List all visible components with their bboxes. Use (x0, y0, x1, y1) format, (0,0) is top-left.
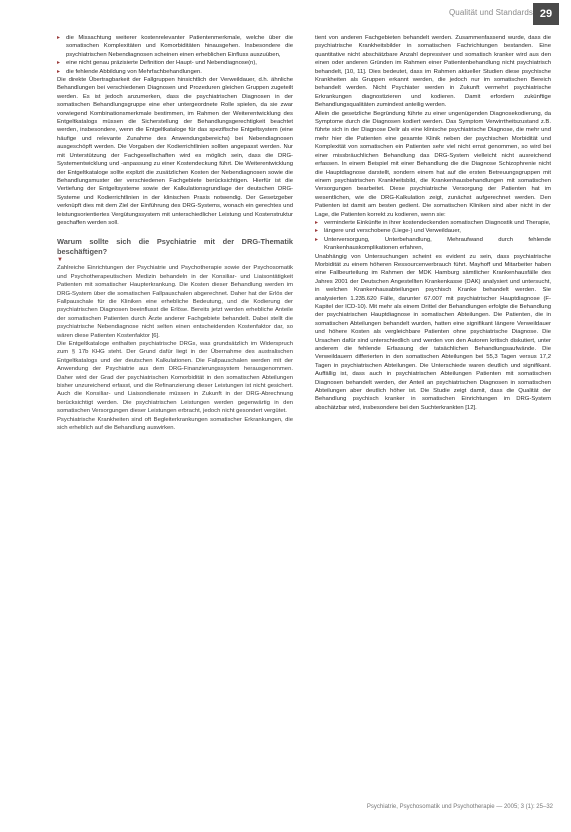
list-item: ▸ verminderte Einkünfte in ihrer kostendeckenden somatischen Diagnostik und Therapie, (315, 219, 551, 227)
right-column (315, 34, 551, 412)
body-paragraph: Allein die gesetzliche Begründung führte zu einer ungenügenden Diagnosekodierung, da Symptome durch die Diagnosen kodiert werden. Das Symptom Verwirrtheitszustand z.B. führte sich in der Diagnose Delir als eine klinische psychiatrische Diagnose, die mehr und mehr hier die Patienten eine gesamte Klinik neben der psychischen Morbidität und Komplexität von somatischen ein Patienten sehr viel nicht ernst genommen, so wird bei einer missbräuchlichen Behandlung das DRG-System vielleicht nicht ausreichend erfassen. In einem Beispiel mit einer Behandlung die die Diagnose Schizophrenie nicht die Hauptdiagnose darstellt, sondern einem hat auf die ersten Betreuungsgruppen mit einem psychiatrischen Krankheitsbild, die Krankenhausbehandlungen mit somatischen Versorgungen bearbeitet. Diese psychiatrische Versorgung der Patienten hat im wesentlichen, wie die DRG-Kalkulation zeigt, zunächst aufgerechnet werden. Den Patienten ist damit am besten gedient. Die somatischen Kliniken sind aber nicht in der Lage, die Patienten korrekt zu kodieren, wenn sie: (315, 110, 551, 218)
footer-reference: Psychiatrie, Psychosomatik und Psychotherapie — 2005; 3 (1): 25–32 (366, 804, 553, 810)
list-item: ▸ die fehlende Abbildung von Mehrfachbehandlungen. (57, 68, 293, 76)
header-title: Qualität und Standards (448, 8, 533, 17)
bullet-list (315, 219, 551, 253)
body-paragraph: Die direkte Übertragbarkeit der Fallgruppen hinsichtlich der Verweildauer, d.h. ähnliche Behandlungen bei verschiedenen Diagnosen und Prozeduren gleichen Gruppen zugeteilt werden. Es ist jedoch anzumerken, dass die psychiatrischen Diagnosen in der somatischen Behandlungsgruppe eine eher untergeordnete Rolle spielen, da sie zwar vorwiegend Kombinationsmerkmale bestimmen, im Rahmen der Weiterentwicklung des Entgeltkatalogs müssen die Sicherstellung der Behandlungsgerechtigkeit beachtet werden, insbesondere, wenn die Entgeltkataloge für das spezifische Entgeltsystem (eine häufige und relevante Zunahme des Anwendungsbereichs) bei Nebendiagnosen ausgeschöpft werden. Die Vorgaben der Kodierrichtlinien sollten angepasst werden. Nur mit Unterstützung der Fachgesellschaften wird es möglich sein, dass die DRG-Systementwicklung und -anpassung zu einer Kostendeckung führt. Die Weiterentwicklung der Entgeltkataloge sollte explizit die zusätzlichen Kosten der Nebendiagnosen sowie die Behandlungsmuster der verschiedenen Fachgebiete berücksichtigen. Hierfür ist die Vertiefung der Entgeltsysteme sowie der Kalkulationsgrundlage der deutschen DRG-Systeme und Kodierrichtlinien in der klinischen Praxis notwendig. Der Gesetzgeber verknüpft dies mit dem Ziel der Einführung des DRG-Systems, wonach ein gerechtes und leistungsorientiertes Vergütungssystem mit unterschiedlicher Leistung und Kostenstruktur geschaffen werden soll. (57, 77, 293, 226)
body-paragraph: Zahlreiche Einrichtungen der Psychiatrie und Psychotherapie sowie der Psychosomatik und Psychotherapeutischen Medizin behandeln in der Konsiliar- und Liaisontätigkeit Patienten mit somatischer Haupterkrankung. Die Kosten dieser Behandlung werden im DRG-System über die somatischen Fallpauschalen abgerechnet. Daher hat der Erlös der Fallpauschale für die Kliniken eine erhebliche Bedeutung, und die Kodierung der psychiatrischen Diagnosen beeinflusst die Erlöse. Bereits jetzt werden erhebliche Anteile der somatischen Patienten durch Ärzte anderer Fachgebiete behandelt. Dabei stellt die psychiatrische Nebendiagnose nicht selten einen entscheidenden Kostenfaktor dar, so wären diese Patienten Kostenfaktor [6]. (57, 265, 293, 339)
left-column (57, 34, 293, 432)
list-item: ▸ die Missachtung weiterer kostenrelevanter Patientenmerkmale, welche über die somatischen Komplexitäten und Komorbiditäten hinausgehen. Insbesondere die psychiatrischen Nebendiagnosen scheinen einen erheblichen Einfluss auszuüben, (57, 34, 293, 59)
body-paragraph: tient von anderen Fachgebieten behandelt werden. Zusammenfassend wurde, dass die psychiatrische Krankheitsbilder in somatischen Fachrichtungen bestanden. Eine quantitative nicht abschätzbare Anzahl depressiver und somatisch kranker wird aus den einen oder anderen Gründen im Rahmen einer Patientenbehandlung nicht psychiatrisch behandelt, [10, 11]. Dies bedeutet, dass im Rahmen aktueller Studien diese psychische Krankheiten als Gruppen erkannt werden, die jedoch nur im somatischen Bereich behandelt werden. Nicht Psychiater werden in Zukunft vermehrt psychiatrische Erkrankungen diagnostizieren und kodieren. Damit erfordern zukünftige Behandlungsqualitäten zumindest anteilig werden. (315, 35, 551, 109)
section-heading: Warum sollte sich die Psychiatrie mit der DRG-Thematik beschäftigen? (57, 237, 293, 256)
list-item: ▸ längere und verschobene (Liege-) und Verweildauer, (315, 227, 551, 235)
bullet-list (57, 34, 293, 76)
body-paragraph: Unabhängig von Untersuchungen scheint es evident zu sein, dass psychiatrische Morbidität zu einem höheren Ressourcenverbrauch führt. Mayhoff und Mitarbeiter haben eine Fallbeurteilung im Rahmen der MDK Hamburg sämtlicher Krankenhausfälle des Jahres 2001 der Deutschen Angestellten Krankenkasse (DAK) analysiert und untersucht, in welchen Krankenhausabteilungen psychisch Kranke behandelt werden. Sie analysierten 1.235.620 Fälle, darunter 67.007 mit psychiatrischer Hauptdiagnose (F-Kapitel der ICD-10). Mit mehr als einem Drittel der Behandlungen erfolgte die Behandlung der psychiatrischen Hauptdiagnose in somatischen Abteilungen. Die Patienten, die in somatischen Abteilungen behandelt wurden, hatten eine signifikant längere Verweildauer und höhere Kosten als vergleichbare Patienten ohne psychiatrische Diagnose. Die Ursachen dafür sind unterschiedlich und werden von den Autoren kritisch diskutiert, unter anderem die fehlende Erfassung der tatsächlichen Behandlungsaufwände. Die Verweildauern differierten in den somatischen Abteilungen bei 55,3 Tagen versus 17,2 Tagen in psychiatrischen Abteilungen. Die Unterschiede waren deutlich und signifikant. Auffällig ist, dass auch in psychiatrischen Abteilungen Patienten mit somatischen Diagnosen behandelt werden, der Anteil an psychiatrischen Diagnosen in somatischen Abteilungen aber deutlich höher ist. Die Studie zeigt damit, dass die Qualität der Behandlung psychisch kranker in somatischen Einrichtungen im DRG-System abschätzbar wird, insbesondere bei den Suchterkrankten [12]. (315, 253, 551, 411)
body-paragraph: Psychiatrische Krankheiten sind oft Begleiterkrankungen somatischer Erkrankungen, die sich erheblich auf die Behandlung auswirken. (57, 416, 293, 432)
list-item: ▸ Unterversorgung, Unterbehandlung, Mehraufwand durch fehlende Krankenhauskomplikationen erfahren, (315, 236, 551, 253)
page-number: 29 (533, 3, 559, 25)
body-paragraph: Die Entgeltkataloge enthalten psychiatrische DRGs, was grundsätzlich im Widerspruch zum § 17b KHG steht. Der Grund dafür liegt in der Übernahme des australischen Entgeltkatalogs und der deutschen Kalkulationen. Die Fallpauschalen werden mit der Anwendung der Psychiatrie aus dem DRG-Finanzierungssystem herausgenommen. Daher wird der Grad der psychiatrischen Komorbidität in den somatischen Abteilungen bisher unzureichend erfasst, und die Refinanzierung dieser Leistungen ist nicht gesichert. Auch die Konsiliar- und Liaisondienste müssen in Zukunft in der DRG-Abrechnung berücksichtigt werden. Die psychiatrischen Leistungen werden gegenwärtig in den somatischen Versorgungen dieser Leistungen erbracht, jedoch nicht gesondert vergütet. (57, 341, 293, 415)
list-item: ▸ eine nicht genau präzisierte Definition der Haupt- und Nebendiagnose(n), (57, 59, 293, 67)
section-marker-icon: ▼ (57, 257, 63, 264)
